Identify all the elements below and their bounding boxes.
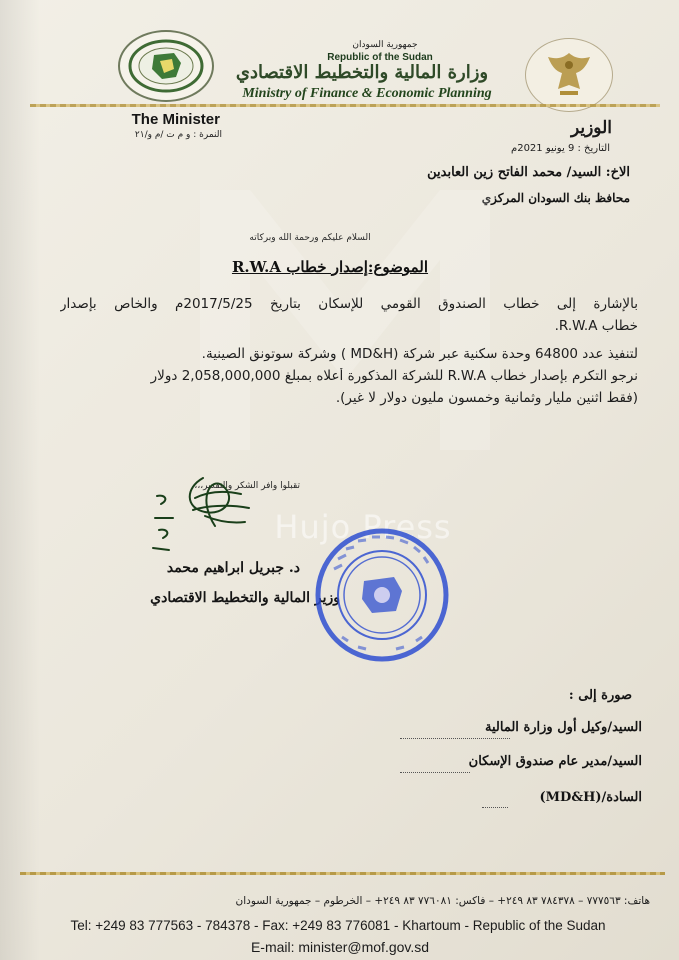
minister-label-english: The Minister <box>131 111 220 128</box>
recipient-name: الاخ: السيد/ محمد الفاتح زين العابدين <box>427 165 630 180</box>
dotted-line <box>400 772 470 773</box>
signatory-name: د. جبريل ابراهيم محمد <box>166 560 300 576</box>
cc-item: السيد/مدير عام صندوق الإسكان <box>468 754 642 769</box>
greeting: السلام عليكم ورحمة الله وبركاته <box>249 233 371 243</box>
header-ministry-arabic: وزارة المالية والتخطيط الاقتصادي <box>235 62 489 83</box>
header-country-arabic: جمهورية السودان <box>352 40 418 50</box>
watermark-text: Hujo Press <box>274 508 452 546</box>
letter-body <box>60 296 638 412</box>
recipient-title: محافظ بنك السودان المركزي <box>481 191 630 205</box>
ministry-logo <box>118 30 214 102</box>
dotted-line <box>400 738 510 739</box>
handwritten-signature <box>145 468 265 560</box>
footer-divider <box>20 872 665 875</box>
footer-arabic: هاتف: ٧٧٧٥٦٣ – ٧٨٤٣٧٨ ٨٣ ٢٤٩+ – فاكس: ٧٧٦٠٨١ ٨٣ ٢٤٩+ – الخرطوم – جمهورية السودان <box>235 895 650 907</box>
official-stamp <box>312 525 452 665</box>
body-line: نرجو التكرم بإصدار خطاب R.W.A للشركة المذكورة أعلاه بمبلغ 2,058,000,000 دولار <box>150 368 638 384</box>
page-fold-shadow <box>0 0 40 960</box>
footer-email: E-mail: minister@mof.gov.sd <box>250 939 430 955</box>
footer-english: Tel: +249 83 777563 - 784378 - Fax: +249 83 776081 - Khartoum - Republic of the Sudan <box>70 918 606 933</box>
closing-line: تقبلوا وافر الشكر والتقدير،،، <box>194 481 300 491</box>
header-ministry-english: Ministry of Finance & Economic Planning <box>242 86 492 101</box>
body-line: خطاب R.W.A. <box>554 318 638 334</box>
cc-item: السادة/(MD&H) <box>539 790 642 805</box>
header-country-english: Republic of the Sudan <box>327 52 433 63</box>
cc-label: صورة إلى : <box>568 688 632 703</box>
minister-label-arabic: الوزير <box>570 118 612 138</box>
body-line: بالإشارة إلى خطاب الصندوق القومي للإسكان بتاريخ 2017/5/25م والخاص بإصدار <box>60 296 638 312</box>
dotted-line <box>482 807 508 808</box>
body-line: لتنفيذ عدد 64800 وحدة سكنية عبر شركة (MD&H ) وشركة سوتونق الصينية. <box>201 346 638 362</box>
body-line: (فقط اثنين مليار وثمانية وخمسون مليون دولار لا غير). <box>335 390 638 406</box>
reference-number: النمرة : و م ت /م و/٢١ <box>134 130 222 140</box>
cc-item: السيد/وكيل أول وزارة المالية <box>485 720 642 735</box>
national-emblem <box>525 38 613 112</box>
letter-date: التاريخ : 9 يونيو 2021م <box>511 143 610 154</box>
subject-line: الموضوع:إصدار خطاب R.W.A <box>231 258 429 276</box>
signatory-title: وزير المالية والتخطيط الاقتصادي <box>150 590 340 606</box>
header-divider <box>30 104 660 107</box>
